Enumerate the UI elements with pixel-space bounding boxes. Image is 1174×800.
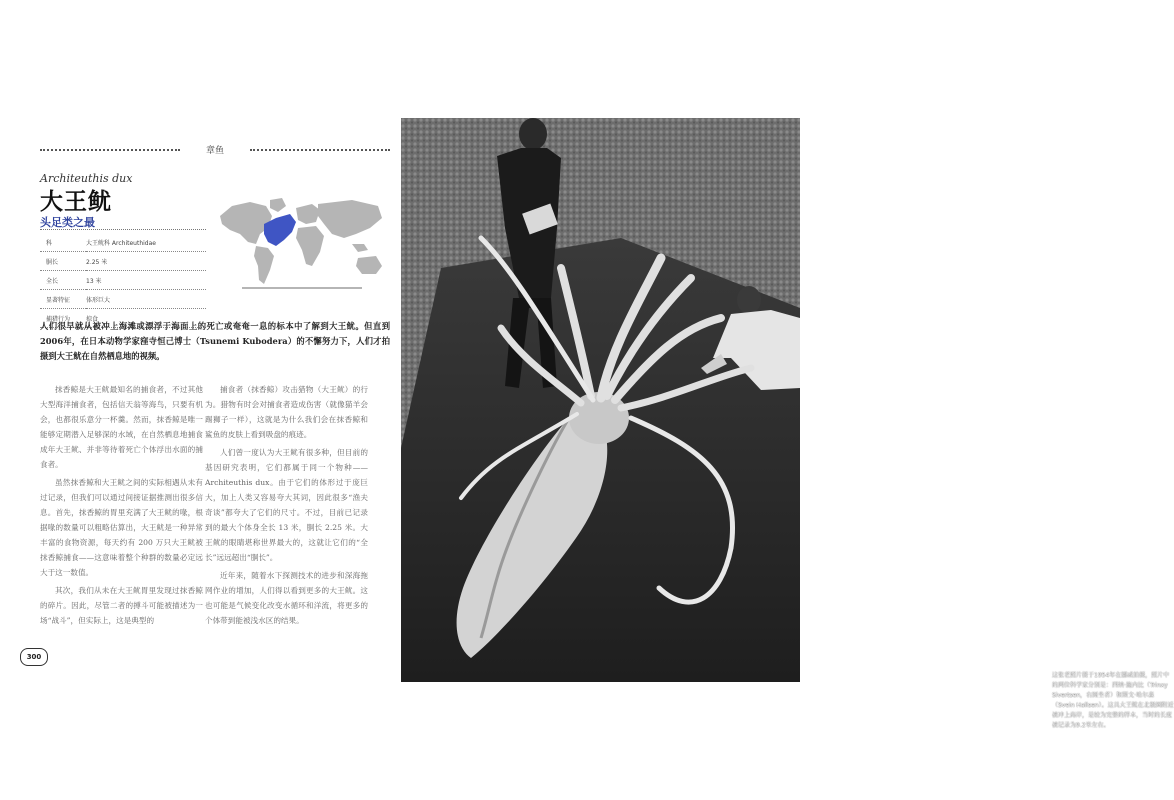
distribution-map	[212, 194, 390, 289]
body-paragraph: 虽然抹香鲸和大王鱿之间的实际相遇从未有过记录，但我们可以通过间接证据推测出很多信息。首先，抹香鲸的胃里充满了大王鱿的喙，根据喙的数量可以粗略估算出，大王鱿是一种异常丰富的食物资源，每天约有 200 万只大王鱿被抹香鲸捕食——这意味着整个种群的数量必定远大于这一数值。	[40, 478, 203, 577]
fact-row	[40, 233, 206, 252]
map-africa	[296, 226, 324, 266]
fact-row	[40, 252, 206, 271]
body-paragraph: 捕食者（抹香鲸）攻击猎物（大王鱿）的行为。猎物有时会对捕食者造成伤害（就像猫羊会踢狮子一样），这就是为什么我们会在抹香鲸和鲨鱼的皮肤上看到吸盘的痕迹。	[205, 385, 368, 439]
map-antarctica	[242, 287, 362, 289]
fact-key: 胴长	[40, 252, 86, 271]
photo-caption: 这张老照片摄于1954年在挪威拍摄，照片中的两位科学家分别是：西纳·施内比（Trinxy Sivertsen，右图坐者）和斯文·哈尔森（Svein Hallsen）。这具大王鱿在北极圈附近被冲上海岸，是较为完整的样本，当时的长度被记录为9.2米左右。	[1052, 672, 1174, 729]
giant-squid-photo	[401, 118, 1174, 729]
body-paragraph: 近年来，随着水下探测技术的进步和深海拖网作业的增加，人们得以看到更多的大王鱿。这也可能是气候变化改变水循环和洋流，将更多的个体带到能被浅水区的结果。	[205, 571, 368, 625]
fact-value: 体形巨大	[86, 290, 206, 309]
fact-row	[40, 290, 206, 309]
fact-key: 科	[40, 233, 86, 252]
species-title: 大王鱿	[40, 189, 112, 215]
map-europe	[296, 204, 320, 224]
species-subtitle: 头足类之最	[40, 216, 95, 229]
page-number: 300	[20, 648, 48, 666]
fact-value: 大王鱿科 Architeuthidae	[86, 233, 206, 252]
body-paragraph: 抹香鲸是大王鱿最知名的捕食者，不过其他大型海洋捕食者，包括信天翁等海鸟，只要有机会，也都很乐意分一杯羹。然而，抹香鲸是唯一能够定期潜入足够深的水域，在自然栖息地捕食成年大王鱿、并非等待着死亡个体浮出水面的捕食者。	[40, 385, 203, 469]
fact-key: 捕猎行为	[40, 309, 86, 328]
map-australia	[356, 256, 382, 274]
map-south-america	[254, 246, 274, 284]
body-column-right	[205, 382, 368, 631]
photo-illustration	[401, 118, 800, 682]
map-north-america	[220, 202, 272, 244]
body-column-left	[40, 382, 203, 631]
fact-table	[40, 233, 206, 328]
fact-key: 显著特征	[40, 290, 86, 309]
map-indonesia	[352, 244, 368, 252]
body-paragraph: 人们曾一度认为大王鱿有很多种，但目前的基因研究表明，它们都属于同一个物种——Architeuthis dux。由于它们的体形过于庞巨大，加上人类又容易夸大其词，因此很多“渔夫奇谈”都夸大了它们的尺寸。不过，目前已记录到的最大个体身全长 13 米，胴长 2.25 米。大王鱿的眼睛堪称世界最大的，这就让它们的“全长”远远超出“胴长”。	[205, 448, 368, 562]
map-greenland	[270, 198, 286, 212]
fact-key: 全长	[40, 271, 86, 290]
header-dotted-rule-right	[250, 149, 390, 151]
fact-row	[40, 271, 206, 290]
latin-name: Architeuthis dux	[40, 172, 133, 185]
fact-value: 掠食	[86, 309, 206, 328]
section-title: 章鱼	[205, 146, 224, 156]
fact-value: 2.25 米	[86, 252, 206, 271]
lead-paragraph: 人们很早就从被冲上海滩或漂浮于海面上的死亡或奄奄一息的标本中了解到大王鱿。但直到2006年，在日本动物学家窪寺恒己博士（Tsunemi Kubodera）的不懈努力下，人们才拍摄到大王鱿在自然栖息地的视频。	[40, 321, 390, 361]
body-paragraph: 其次，我们从未在大王鱿胃里发现过抹香鲸的碎片。因此，尽管二者的搏斗可能被描述为一场“战斗”，但实际上，这是典型的	[40, 586, 203, 625]
map-asia	[318, 200, 382, 238]
section-header	[40, 143, 390, 157]
subtitle-divider	[40, 229, 206, 230]
fact-value: 13 米	[86, 271, 206, 290]
